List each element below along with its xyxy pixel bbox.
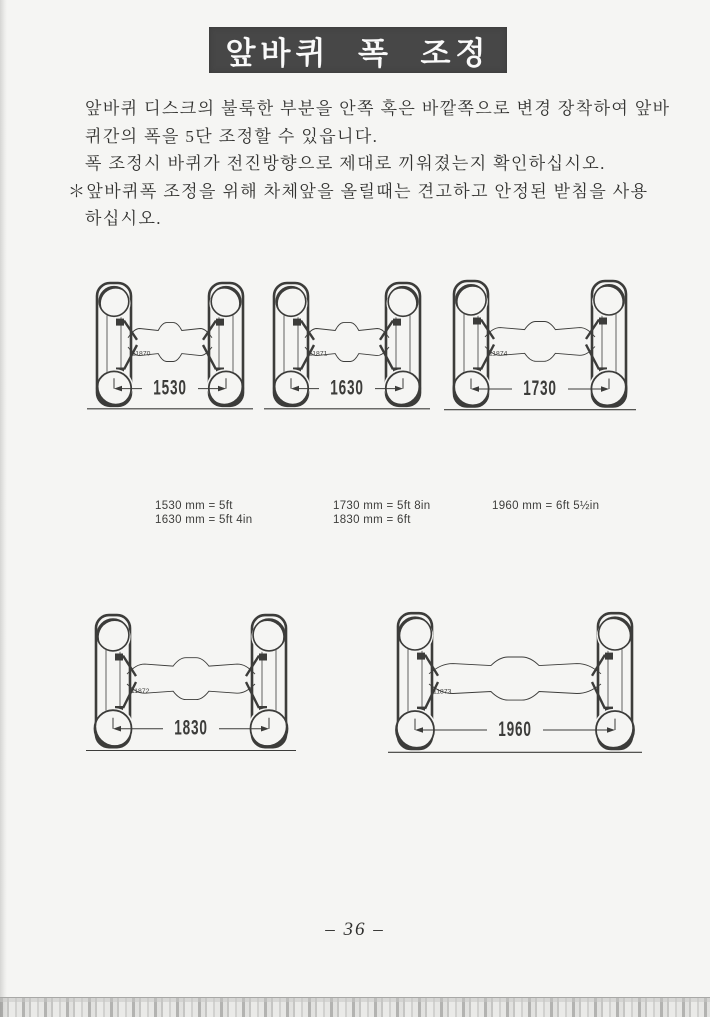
axle-diagram-1830 xyxy=(84,613,298,755)
dimension-label: 1830 xyxy=(174,715,208,740)
body-line-2: 퀴간의 폭을 5단 조정할 수 있읍니다. xyxy=(85,126,379,146)
wheel xyxy=(586,281,627,407)
page-title: 앞바퀴 폭 조정 xyxy=(225,35,491,71)
wheel xyxy=(453,281,494,407)
wheel xyxy=(592,613,634,749)
axle-diagram-1960 xyxy=(386,611,644,757)
body-text xyxy=(68,95,671,233)
wheel xyxy=(246,615,288,747)
page-title-band xyxy=(209,27,507,73)
page-number: – 36 – xyxy=(325,919,385,940)
scan-edge-bottom xyxy=(0,997,710,1017)
dimension-label: 1630 xyxy=(330,375,364,400)
part-number-label: 11872 xyxy=(131,688,150,696)
conversion-column-1 xyxy=(155,500,252,527)
dimension-label: 1530 xyxy=(153,375,187,400)
body-line-3: 폭 조정시 바퀴가 전진방향으로 제대로 끼워졌는지 확인하십시오. xyxy=(85,154,606,173)
wheel xyxy=(396,613,438,749)
part-number-label: 11874 xyxy=(489,350,508,358)
axle-beam xyxy=(429,657,601,700)
conversion-entry: 1730 mm = 5ft 8in xyxy=(333,500,431,512)
part-number-label: 11871 xyxy=(309,350,328,358)
axle-diagram-1530 xyxy=(85,281,255,413)
body-line-1: 앞바퀴 디스크의 불룩한 부분을 안쪽 혹은 바깥쪽으로 변경 장착하여 앞바 xyxy=(85,99,671,118)
part-number-label: 11873 xyxy=(433,688,452,696)
conversion-entry: 1960 mm = 6ft 5½in xyxy=(492,500,600,512)
wheel xyxy=(203,283,243,406)
wheel xyxy=(97,283,137,406)
conversion-column-3 xyxy=(492,500,599,514)
dimension-label: 1960 xyxy=(498,716,532,741)
wheel xyxy=(95,615,137,747)
body-line-5: 하십시오. xyxy=(85,209,162,228)
wheel xyxy=(380,283,420,406)
dimension-label: 1730 xyxy=(523,375,557,400)
conversion-entry: 1830 mm = 6ft xyxy=(333,513,411,526)
body-line-4: ＊앞바퀴폭 조정을 위해 차체앞을 올릴때는 견고하고 안정된 받침을 사용 xyxy=(68,181,649,201)
part-number-label: 11870 xyxy=(132,350,151,358)
axle-diagram-1630 xyxy=(262,281,432,413)
conversion-column-2 xyxy=(333,500,430,527)
wheel xyxy=(274,283,314,406)
conversion-entry: 1530 mm = 5ft xyxy=(155,500,233,512)
scan-edge-left xyxy=(0,0,7,1017)
conversion-entry: 1630 mm = 5ft 4in xyxy=(155,513,253,526)
axle-diagram-1730 xyxy=(442,279,638,414)
